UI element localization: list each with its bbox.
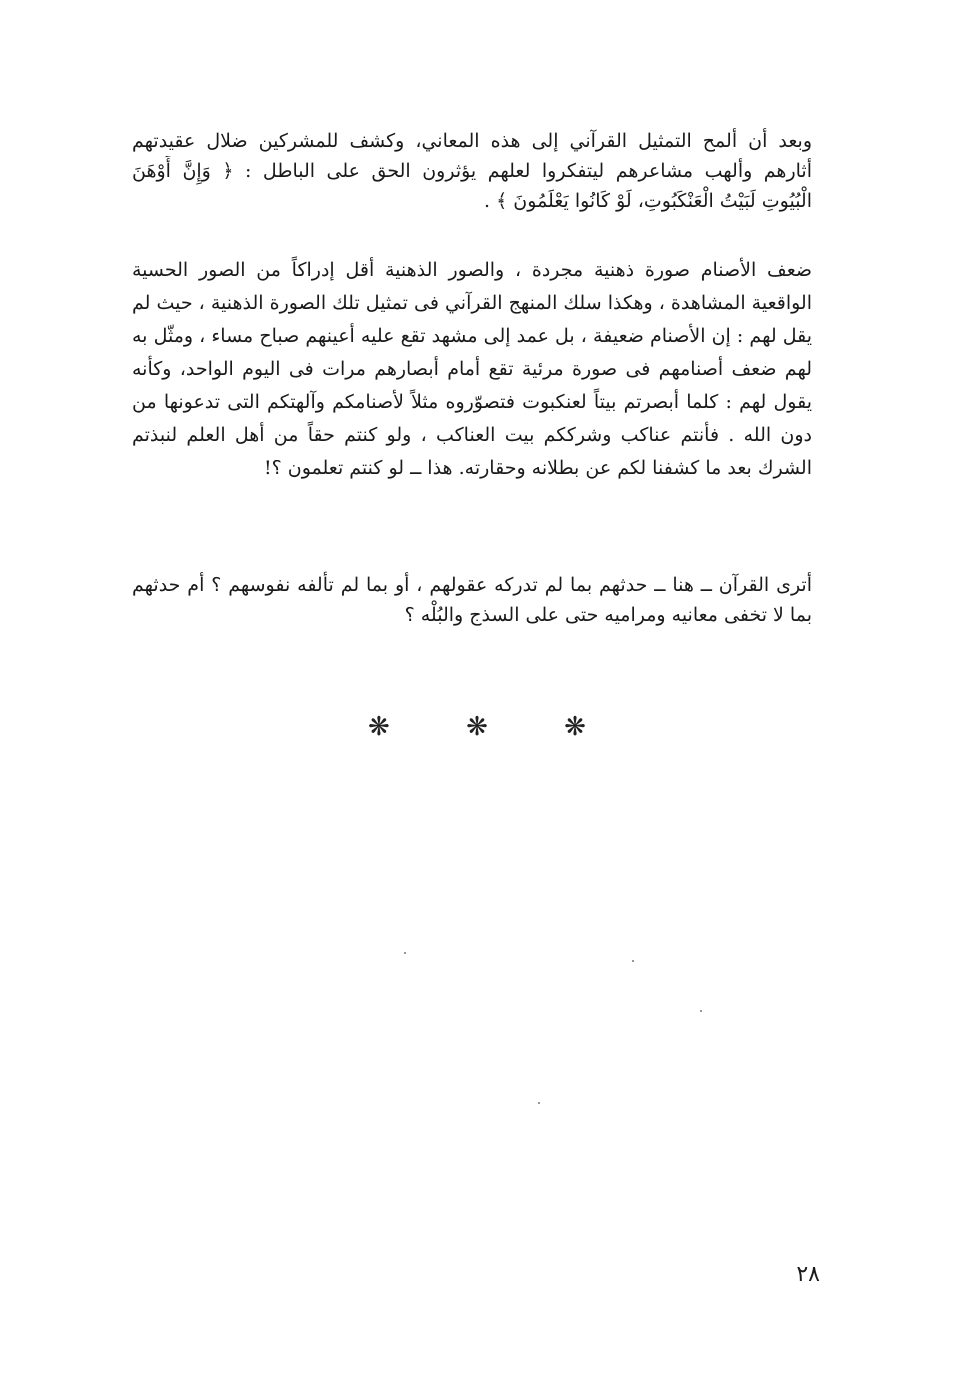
text-line: يقول لهم : كلما أبصرتم بيتاً لعنكبوت فتصوّروه مثلاً لأصنامكم وآلهتكم التى تدعونها من: [132, 391, 812, 413]
quran-verse-line: الْبُيُوتِ لَبَيْتُ الْعَنْكَبُوتِ، لَوْ كَانُوا يَعْلَمُونَ ﴾ .: [484, 190, 812, 212]
text-line: الواقعية المشاهدة ، وهكذا سلك المنهج القرآني فى تمثيل تلك الصورة الذهنية ، حيث لم: [132, 292, 812, 314]
scan-speck: [404, 952, 406, 954]
asterism-icon: ❋: [466, 712, 488, 742]
text-line: وبعد أن ألمح التمثيل القرآني إلى هذه المعاني، وكشف للمشركين ضلال عقيدتهم: [132, 130, 812, 152]
text-line: أثارهم وألهب مشاعرهم ليتفكروا لعلهم يؤثرون الحق على الباطل : ﴿ وَإِنَّ أَوْهَنَ: [132, 160, 812, 182]
text-line: لهم ضعف أصنامهم فى صورة مرئية تقع أمام أبصارهم مرات فى اليوم الواحد، وكأنه: [132, 358, 812, 380]
text-line: ضعف الأصنام صورة ذهنية مجردة ، والصور الذهنية أقل إدراكاً من الصور الحسية: [132, 259, 812, 281]
scan-speck: [538, 1102, 540, 1104]
text-line: بما لا تخفى معانيه ومراميه حتى على السذج والبُلْه ؟: [404, 604, 812, 626]
text-line: الشرك بعد ما كشفنا لكم عن بطلانه وحقارته. هذا ــ لو كنتم تعلمون ؟!: [263, 457, 812, 479]
scan-speck: [632, 960, 634, 962]
page-number: ٢٨: [796, 1262, 820, 1287]
paragraph-2: [132, 254, 812, 485]
asterism-icon: ❋: [368, 712, 390, 742]
paragraph-1: [132, 126, 812, 216]
paragraph-3: [132, 570, 812, 630]
asterism-icon: ❋: [564, 712, 586, 742]
scan-speck: [700, 1010, 702, 1012]
text-line: دون الله . فأنتم عناكب وشرككم بيت العناكب ، ولو كنتم حقاً من أهل العلم لنبذتم: [132, 424, 812, 446]
text-line: أترى القرآن ــ هنا ــ حدثهم بما لم تدركه عقولهم ، أو بما لم تألفه نفوسهم ؟ أم حدثهم: [132, 574, 812, 596]
section-separator: [0, 712, 954, 742]
text-line: يقل لهم : إن الأصنام ضعيفة ، بل عمد إلى مشهد تقع عليه أعينهم صباح مساء ، ومثّل به: [132, 325, 812, 347]
